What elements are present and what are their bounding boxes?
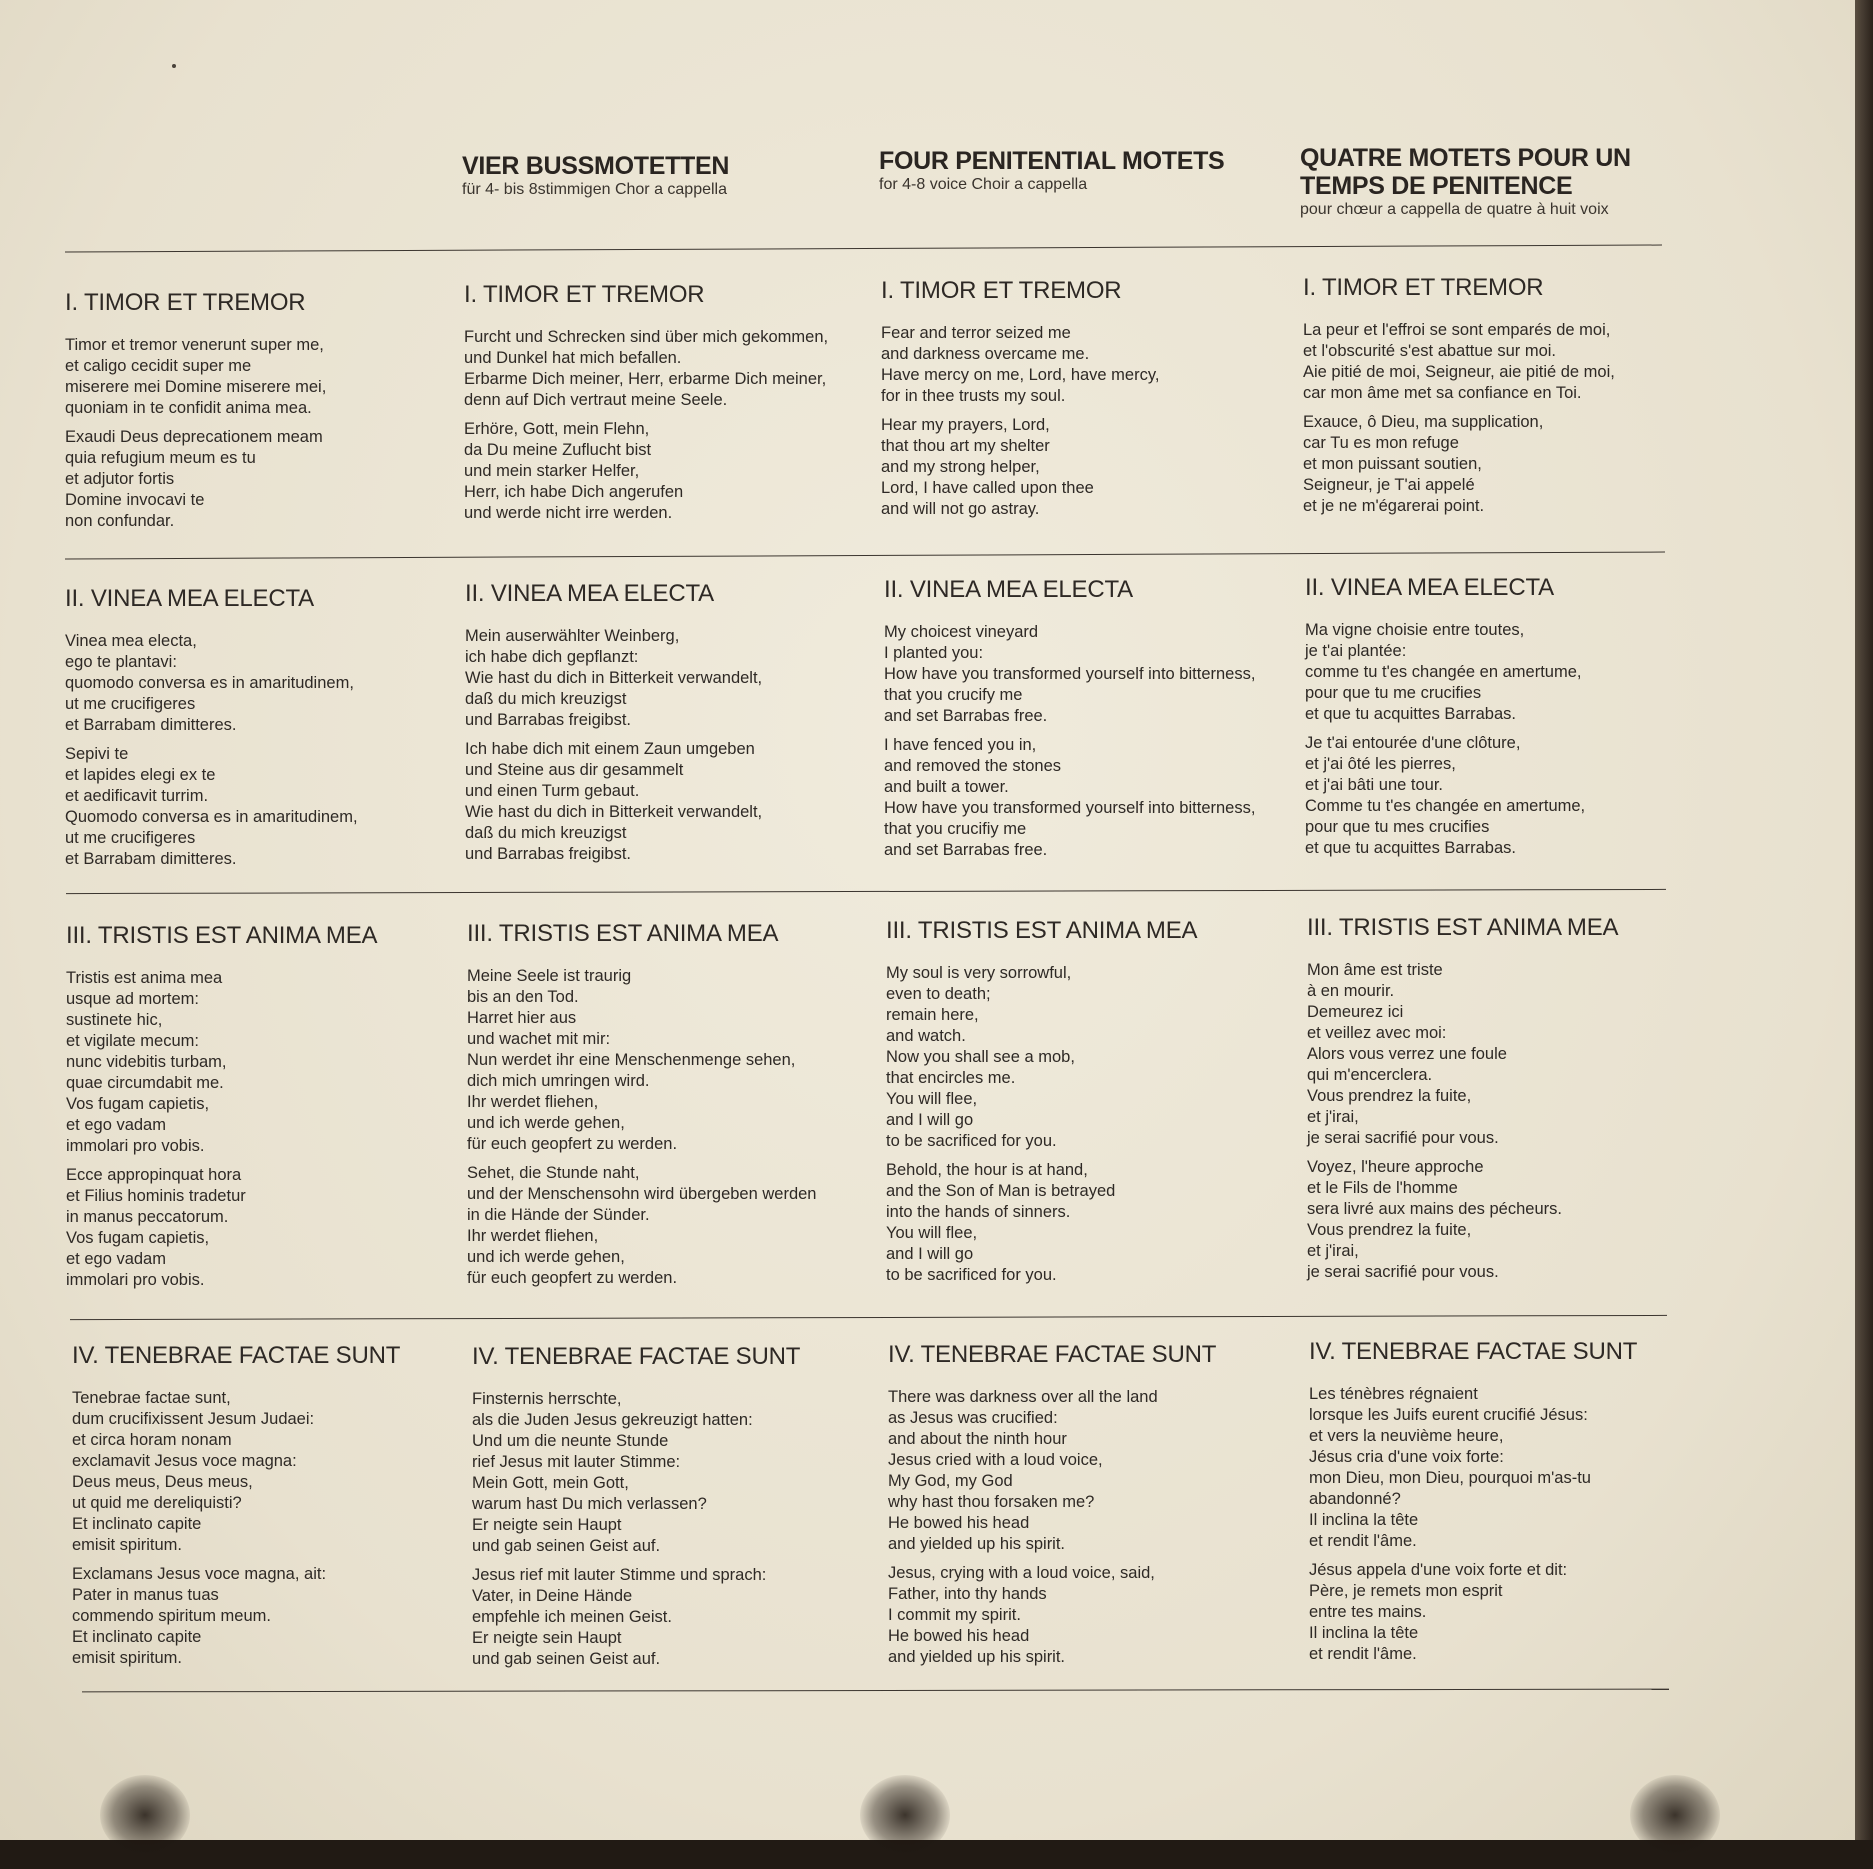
header-subtitle: pour chœur a cappella de quatre à huit voix — [1300, 201, 1609, 218]
section-title: IV. TENEBRAE FACTAE SUNT — [1309, 1338, 1638, 1365]
stanza: Les ténèbres régnaient lorsque les Juifs eurent crucifié Jésus: et vers la neuvième heure, Jésus cria d'une voix forte: mon Dieu, mon Dieu, pourquoi m'as-tu abandonné? Il inclina la tête et rendit l'âme. — [1309, 1385, 1591, 1550]
stanza: There was darkness over all the land as Jesus was crucified: and about the ninth hour Jesus cried with a loud voice, My God, my God why hast thou forsaken me? He bowed his head and yielded up his spirit. — [888, 1388, 1158, 1553]
german-text-section-1 — [464, 281, 874, 532]
header-subtitle: for 4-8 voice Choir a cappella — [879, 176, 1088, 193]
english-text-section-4 — [888, 1341, 1298, 1676]
stanza: Tristis est anima mea usque ad mortem: sustinete hic, et vigilate mecum: nunc videbitis turbam, quae circumdabit me. Vos fugam capietis, et ego vadam immolari pro vobis. — [66, 969, 227, 1155]
latin-text-section-1 — [65, 289, 475, 540]
stanza: I have fenced you in, and removed the stones and built a tower. How have you transformed yourself into bitterness, that you crucifiy me and set Barrabas free. — [884, 736, 1256, 859]
stanza: Voyez, l'heure approche et le Fils de l'homme sera livré aux mains des pécheurs. Vous prendrez la fuite, et j'irai, je serai sacrifié pour vous. — [1307, 1158, 1562, 1281]
german-text-section-4 — [472, 1343, 882, 1678]
section-title: I. TIMOR ET TREMOR — [881, 277, 1122, 304]
stanza: Mon âme est triste à en mourir. Demeurez ici et veillez avec moi: Alors vous verrez une foule qui m'encerclera. Vous prendrez la fuite, et j'irai, je serai sacrifié pour vous. — [1307, 961, 1507, 1147]
section-title: III. TRISTIS EST ANIMA MEA — [886, 917, 1198, 944]
sleeve-edge — [1855, 0, 1873, 1869]
section-title: IV. TENEBRAE FACTAE SUNT — [888, 1341, 1217, 1368]
finger-shadow — [860, 1775, 950, 1855]
stanza: Jésus appela d'une voix forte et dit: Père, je remets mon esprit entre tes mains. Il inclina la tête et rendit l'âme. — [1309, 1561, 1568, 1663]
latin-text-section-3 — [66, 922, 476, 1299]
german-text-section-3 — [467, 920, 877, 1297]
stanza: Exclamans Jesus voce magna, ait: Pater in manus tuas commendo spiritum meum. Et inclinato capite emisit spiritum. — [72, 1565, 327, 1667]
section-title: I. TIMOR ET TREMOR — [1303, 274, 1544, 301]
section-title: II. VINEA MEA ELECTA — [465, 580, 714, 607]
stanza: Tenebrae factae sunt, dum crucifixissent Jesum Judaei: et circa horam nonam exclamavit Jesus voce magna: Deus meus, Deus meus, ut quid me dereliquisti? Et inclinato capite emisit spiritum. — [72, 1389, 315, 1554]
english-text-section-2 — [884, 576, 1304, 869]
section-title: III. TRISTIS EST ANIMA MEA — [66, 922, 378, 949]
stanza: Fear and terror seized me and darkness overcame me. Have mercy on me, Lord, have mercy, for in thee trusts my soul. — [881, 324, 1160, 405]
stanza: Sehet, die Stunde naht, und der Menschensohn wird übergeben werden in die Hände der Sünder. Ihr werdet fliehen, und ich werde gehen, für euch geopfert zu werden. — [467, 1164, 817, 1287]
section-title: I. TIMOR ET TREMOR — [65, 289, 306, 316]
section-title: III. TRISTIS EST ANIMA MEA — [1307, 914, 1619, 941]
latin-text-section-4 — [72, 1342, 482, 1677]
stanza: Vinea mea electa, ego te plantavi: quomodo conversa es in amaritudinem, ut me crucifigeres et Barrabam dimitteres. — [65, 632, 354, 734]
header-french — [1300, 144, 1700, 219]
header-title: FOUR PENITENTIAL MOTETS — [879, 147, 1225, 175]
stanza: Jesus rief mit lauter Stimme und sprach: Vater, in Deine Hände empfehle ich meinen Geist. Er neigte sein Haupt und gab seinen Geist auf. — [472, 1566, 767, 1668]
english-text-section-1 — [881, 277, 1291, 528]
french-text-section-4 — [1309, 1338, 1719, 1673]
stanza: Hear my prayers, Lord, that thou art my shelter and my strong helper, Lord, I have called upon thee and will not go astray. — [881, 416, 1094, 518]
sleeve-bottom-edge — [0, 1840, 1873, 1869]
finger-shadow — [1630, 1775, 1720, 1855]
header-title: QUATRE MOTETS POUR UN TEMPS DE PENITENCE — [1300, 144, 1631, 200]
german-text-section-2 — [465, 580, 875, 873]
stanza: Meine Seele ist traurig bis an den Tod. Harret hier aus und wachet mit mir: Nun werdet ihr eine Menschenmenge sehen, dich mich umringen wird. Ihr werdet fliehen, und ich werde gehen, für euch geopfert zu werden. — [467, 967, 796, 1153]
stanza: Ich habe dich mit einem Zaun umgeben und Steine aus dir gesammelt und einen Turm gebaut. Wie hast du dich in Bitterkeit verwandelt, daß du mich kreuzigst und Barrabas freigibst. — [465, 740, 763, 863]
french-text-section-2 — [1305, 574, 1715, 867]
stanza: Exauce, ô Dieu, ma supplication, car Tu es mon refuge et mon puissant soutien, Seigneur, je T'ai appelé et je ne m'égarerai point. — [1303, 413, 1544, 515]
french-text-section-1 — [1303, 274, 1713, 525]
section-title: I. TIMOR ET TREMOR — [464, 281, 705, 308]
stanza: Timor et tremor venerunt super me, et caligo cecidit super me miserere mei Domine miserere mei, quoniam in te confidit anima mea. — [65, 336, 327, 417]
stanza: La peur et l'effroi se sont emparés de moi, et l'obscurité s'est abattue sur moi. Aie pitié de moi, Seigneur, aie pitié de moi, car mon âme met sa confiance en Toi. — [1303, 321, 1615, 402]
stanza: My choicest vineyard I planted you: How have you transformed yourself into bitterness, that you crucify me and set Barrabas free. — [884, 623, 1256, 725]
french-text-section-3 — [1307, 914, 1717, 1291]
header-title: VIER BUSSMOTETTEN — [462, 152, 730, 180]
section-title: II. VINEA MEA ELECTA — [1305, 574, 1554, 601]
stanza: Ma vigne choisie entre toutes, je t'ai plantée: comme tu t'es changée en amertume, pour que tu me crucifies et que tu acquittes Barrabas. — [1305, 621, 1582, 723]
header-german — [462, 152, 862, 199]
stanza: Ecce appropinquat hora et Filius hominis tradetur in manus peccatorum. Vos fugam capietis, et ego vadam immolari pro vobis. — [66, 1166, 246, 1289]
section-title: II. VINEA MEA ELECTA — [65, 585, 314, 612]
stanza: Jesus, crying with a loud voice, said, Father, into thy hands I commit my spirit. He bowed his head and yielded up his spirit. — [888, 1564, 1155, 1666]
english-text-section-3 — [886, 917, 1296, 1294]
section-title: III. TRISTIS EST ANIMA MEA — [467, 920, 779, 947]
stanza: Sepivi te et lapides elegi ex te et aedificavit turrim. Quomodo conversa es in amaritudinem, ut me crucifigeres et Barrabam dimitteres. — [65, 745, 358, 868]
stanza: Finsternis herrschte, als die Juden Jesus gekreuzigt hatten: Und um die neunte Stunde rief Jesus mit lauter Stimme: Mein Gott, mein Gott, warum hast Du mich verlassen? Er neigte sein Haupt und gab seinen Geist auf. — [472, 1390, 753, 1555]
section-title: IV. TENEBRAE FACTAE SUNT — [72, 1342, 401, 1369]
stanza: Exaudi Deus deprecationem meam quia refugium meum es tu et adjutor fortis Domine invocavi te non confundar. — [65, 428, 323, 530]
stanza: Mein auserwählter Weinberg, ich habe dich gepflanzt: Wie hast du dich in Bitterkeit verwandelt, daß du mich kreuzigst und Barrabas freigibst. — [465, 627, 763, 729]
section-title: IV. TENEBRAE FACTAE SUNT — [472, 1343, 801, 1370]
finger-shadow — [100, 1775, 190, 1855]
stanza: Behold, the hour is at hand, and the Son of Man is betrayed into the hands of sinners. You will flee, and I will go to be sacrificed for you. — [886, 1161, 1116, 1284]
stanza: Je t'ai entourée d'une clôture, et j'ai ôté les pierres, et j'ai bâti une tour. Comme tu t'es changée en amertume, pour que tu mes crucifies et que tu acquittes Barrabas. — [1305, 734, 1586, 857]
speck — [172, 64, 176, 68]
stanza: Furcht und Schrecken sind über mich gekommen, und Dunkel hat mich befallen. Erbarme Dich meiner, Herr, erbarme Dich meiner, denn auf Dich vertraut meine Seele. — [464, 328, 829, 409]
stanza: My soul is very sorrowful, even to death; remain here, and watch. Now you shall see a mob, that encircles me. You will flee, and I will go to be sacrificed for you. — [886, 964, 1075, 1150]
header-english — [879, 147, 1279, 194]
header-subtitle: für 4- bis 8stimmigen Chor a cappella — [462, 181, 728, 198]
section-title: II. VINEA MEA ELECTA — [884, 576, 1133, 603]
stanza: Erhöre, Gott, mein Flehn, da Du meine Zuflucht bist und mein starker Helfer, Herr, ich habe Dich angerufen und werde nicht irre werden. — [464, 420, 684, 522]
latin-text-section-2 — [65, 585, 475, 878]
